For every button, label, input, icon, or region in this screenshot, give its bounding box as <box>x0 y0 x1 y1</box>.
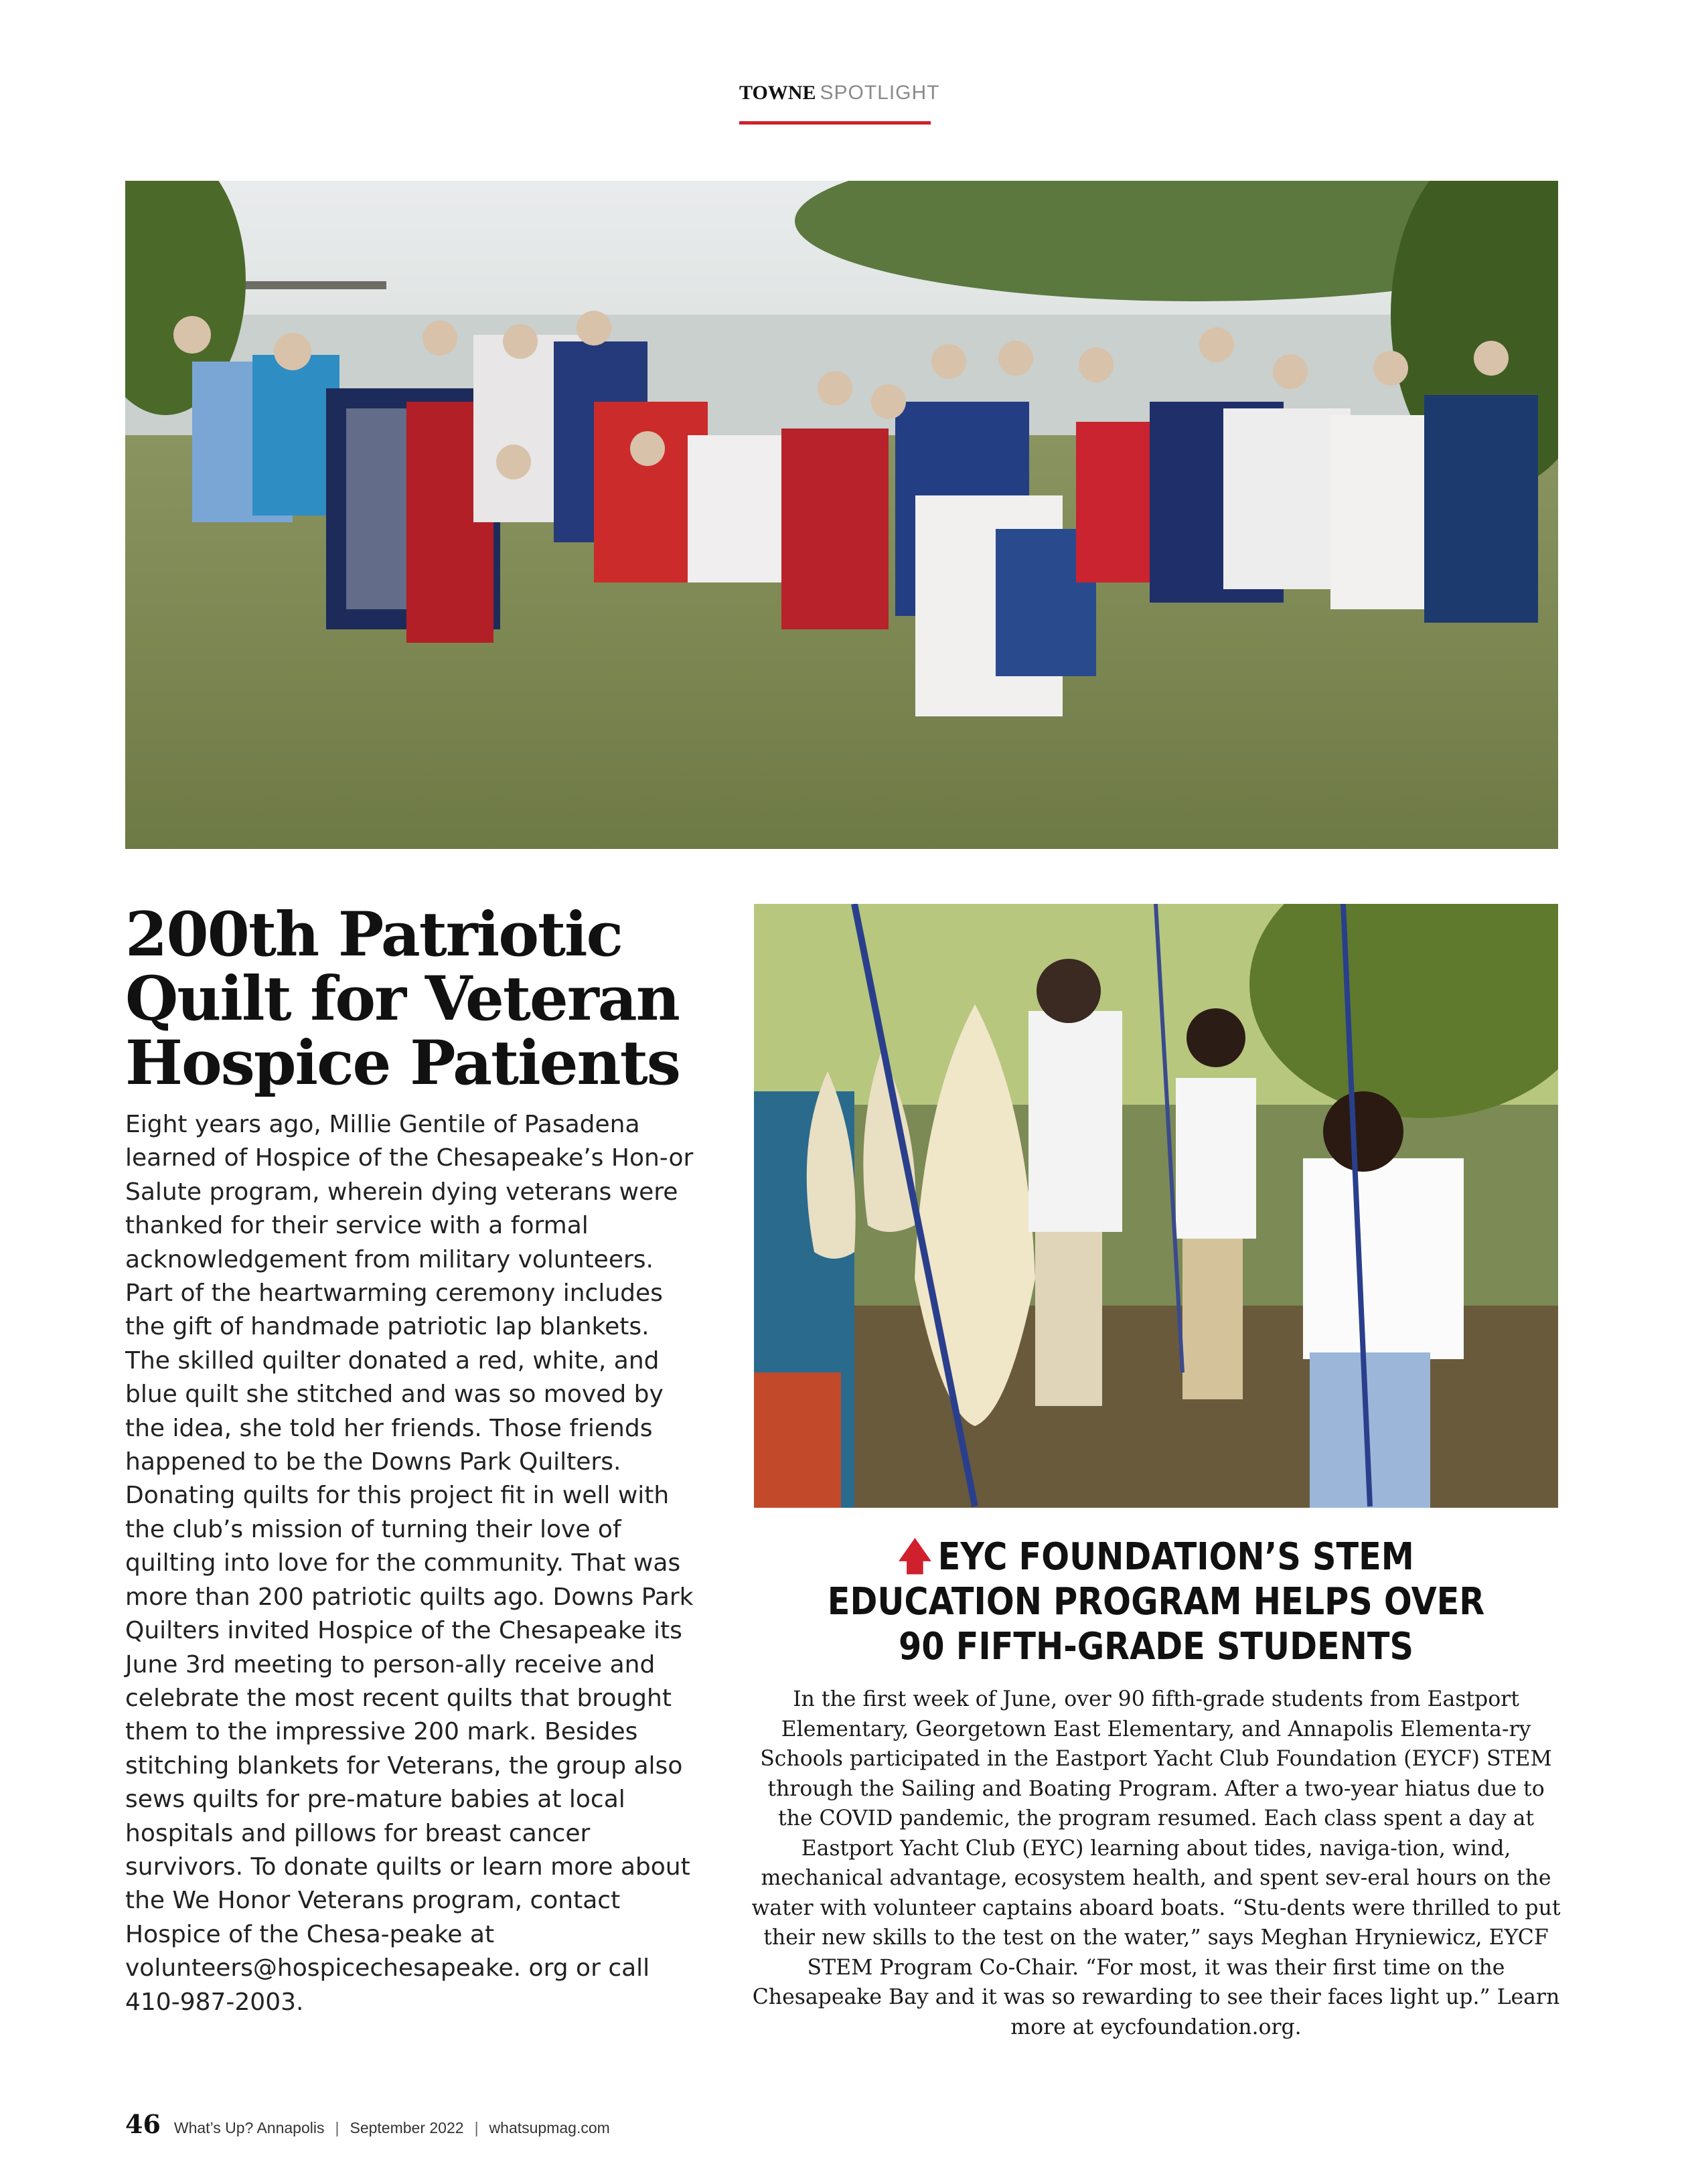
stem-caption-headline <box>802 1535 1510 1669</box>
section-name: SPOTLIGHT <box>820 82 940 104</box>
website: whatsupmag.com <box>489 2119 610 2136</box>
arrow-up-icon: 🡅 <box>898 1535 932 1579</box>
section-tag <box>739 82 940 125</box>
section-brand: TOWNE <box>739 82 816 104</box>
quilters-photo-illustration <box>125 181 1558 849</box>
quilters-group-photo <box>125 181 1558 849</box>
stem-photo-illustration <box>754 904 1558 1508</box>
page-footer <box>125 2109 610 2142</box>
stem-caption-headline-text: EYC FOUNDATION’S STEM EDUCATION PROGRAM HELPS OVER 90 FIFTH-GRADE STUDENTS <box>827 1535 1485 1668</box>
stem-caption-body: In the first week of June, over 90 fifth-grade students from Eastport Elementary, Georgetown East Elementary, and Annapolis Elementa-ry Schools participated in the Eastport Yacht Club Foundation (EYCF) STEM through the Sailing and Boating Program. After a two-year hiatus due to the COVID pandemic, the program resumed. Each class spent a day at Eastport Yacht Club (EYC) learning about tides, naviga-tion, wind, mechanical advantage, ecosystem health, and spent sev-eral hours on the water with volunteer captains aboard boats. “Stu-dents were thrilled to put their new skills to the test on the water,” says Meghan Hryniewicz, EYCF STEM Program Co-Chair. “For most, it was their first time on the Chesapeake Bay and it was so rewarding to see their faces light up.” Learn more at eycfoundation.org. <box>751 1687 1561 2039</box>
footer-separator-2: | <box>474 2119 479 2136</box>
article-body: Eight years ago, Millie Gentile of Pasadena learned of Hospice of the Chesapeake’s Hon-or Salute program, wherein dying veterans were thanked for their service with a formal acknowledgement from military volunteers. Part of the heartwarming ceremony includes the gift of handmade patriotic lap blankets. The skilled quilter donated a red, white, and blue quilt she stitched and was so moved by the idea, she told her friends. Those friends happened to be the Downs Park Quilters. Donating quilts for this project fit in well with the club’s mission of turning their love of quilting into love for the community. That was more than 200 patriotic quilts ago. Downs Park Quilters invited Hospice of the Chesapeake its June 3rd meeting to person-ally receive and celebrate the most recent quilts that brought them to the impressive 200 mark. Besides stitching blankets for Veterans, the group also sews quilts for pre-mature babies at local hospitals and pillows for breast cancer survivors. To donate quilts or learn more about the We Honor Veterans program, contact Hospice of the Chesa-peake at volunteers@hospicechesapeake. org or call 410-987-2003. <box>125 1111 694 2016</box>
publication-name: What’s Up? Annapolis <box>173 2119 325 2136</box>
footer-separator-1: | <box>335 2119 339 2136</box>
page-number: 46 <box>125 2109 161 2139</box>
article-headline: 200th Patriotic Quilt for Veteran Hospice Patients <box>125 899 680 1099</box>
stem-students-photo <box>754 904 1558 1508</box>
issue-date: September 2022 <box>350 2119 464 2136</box>
